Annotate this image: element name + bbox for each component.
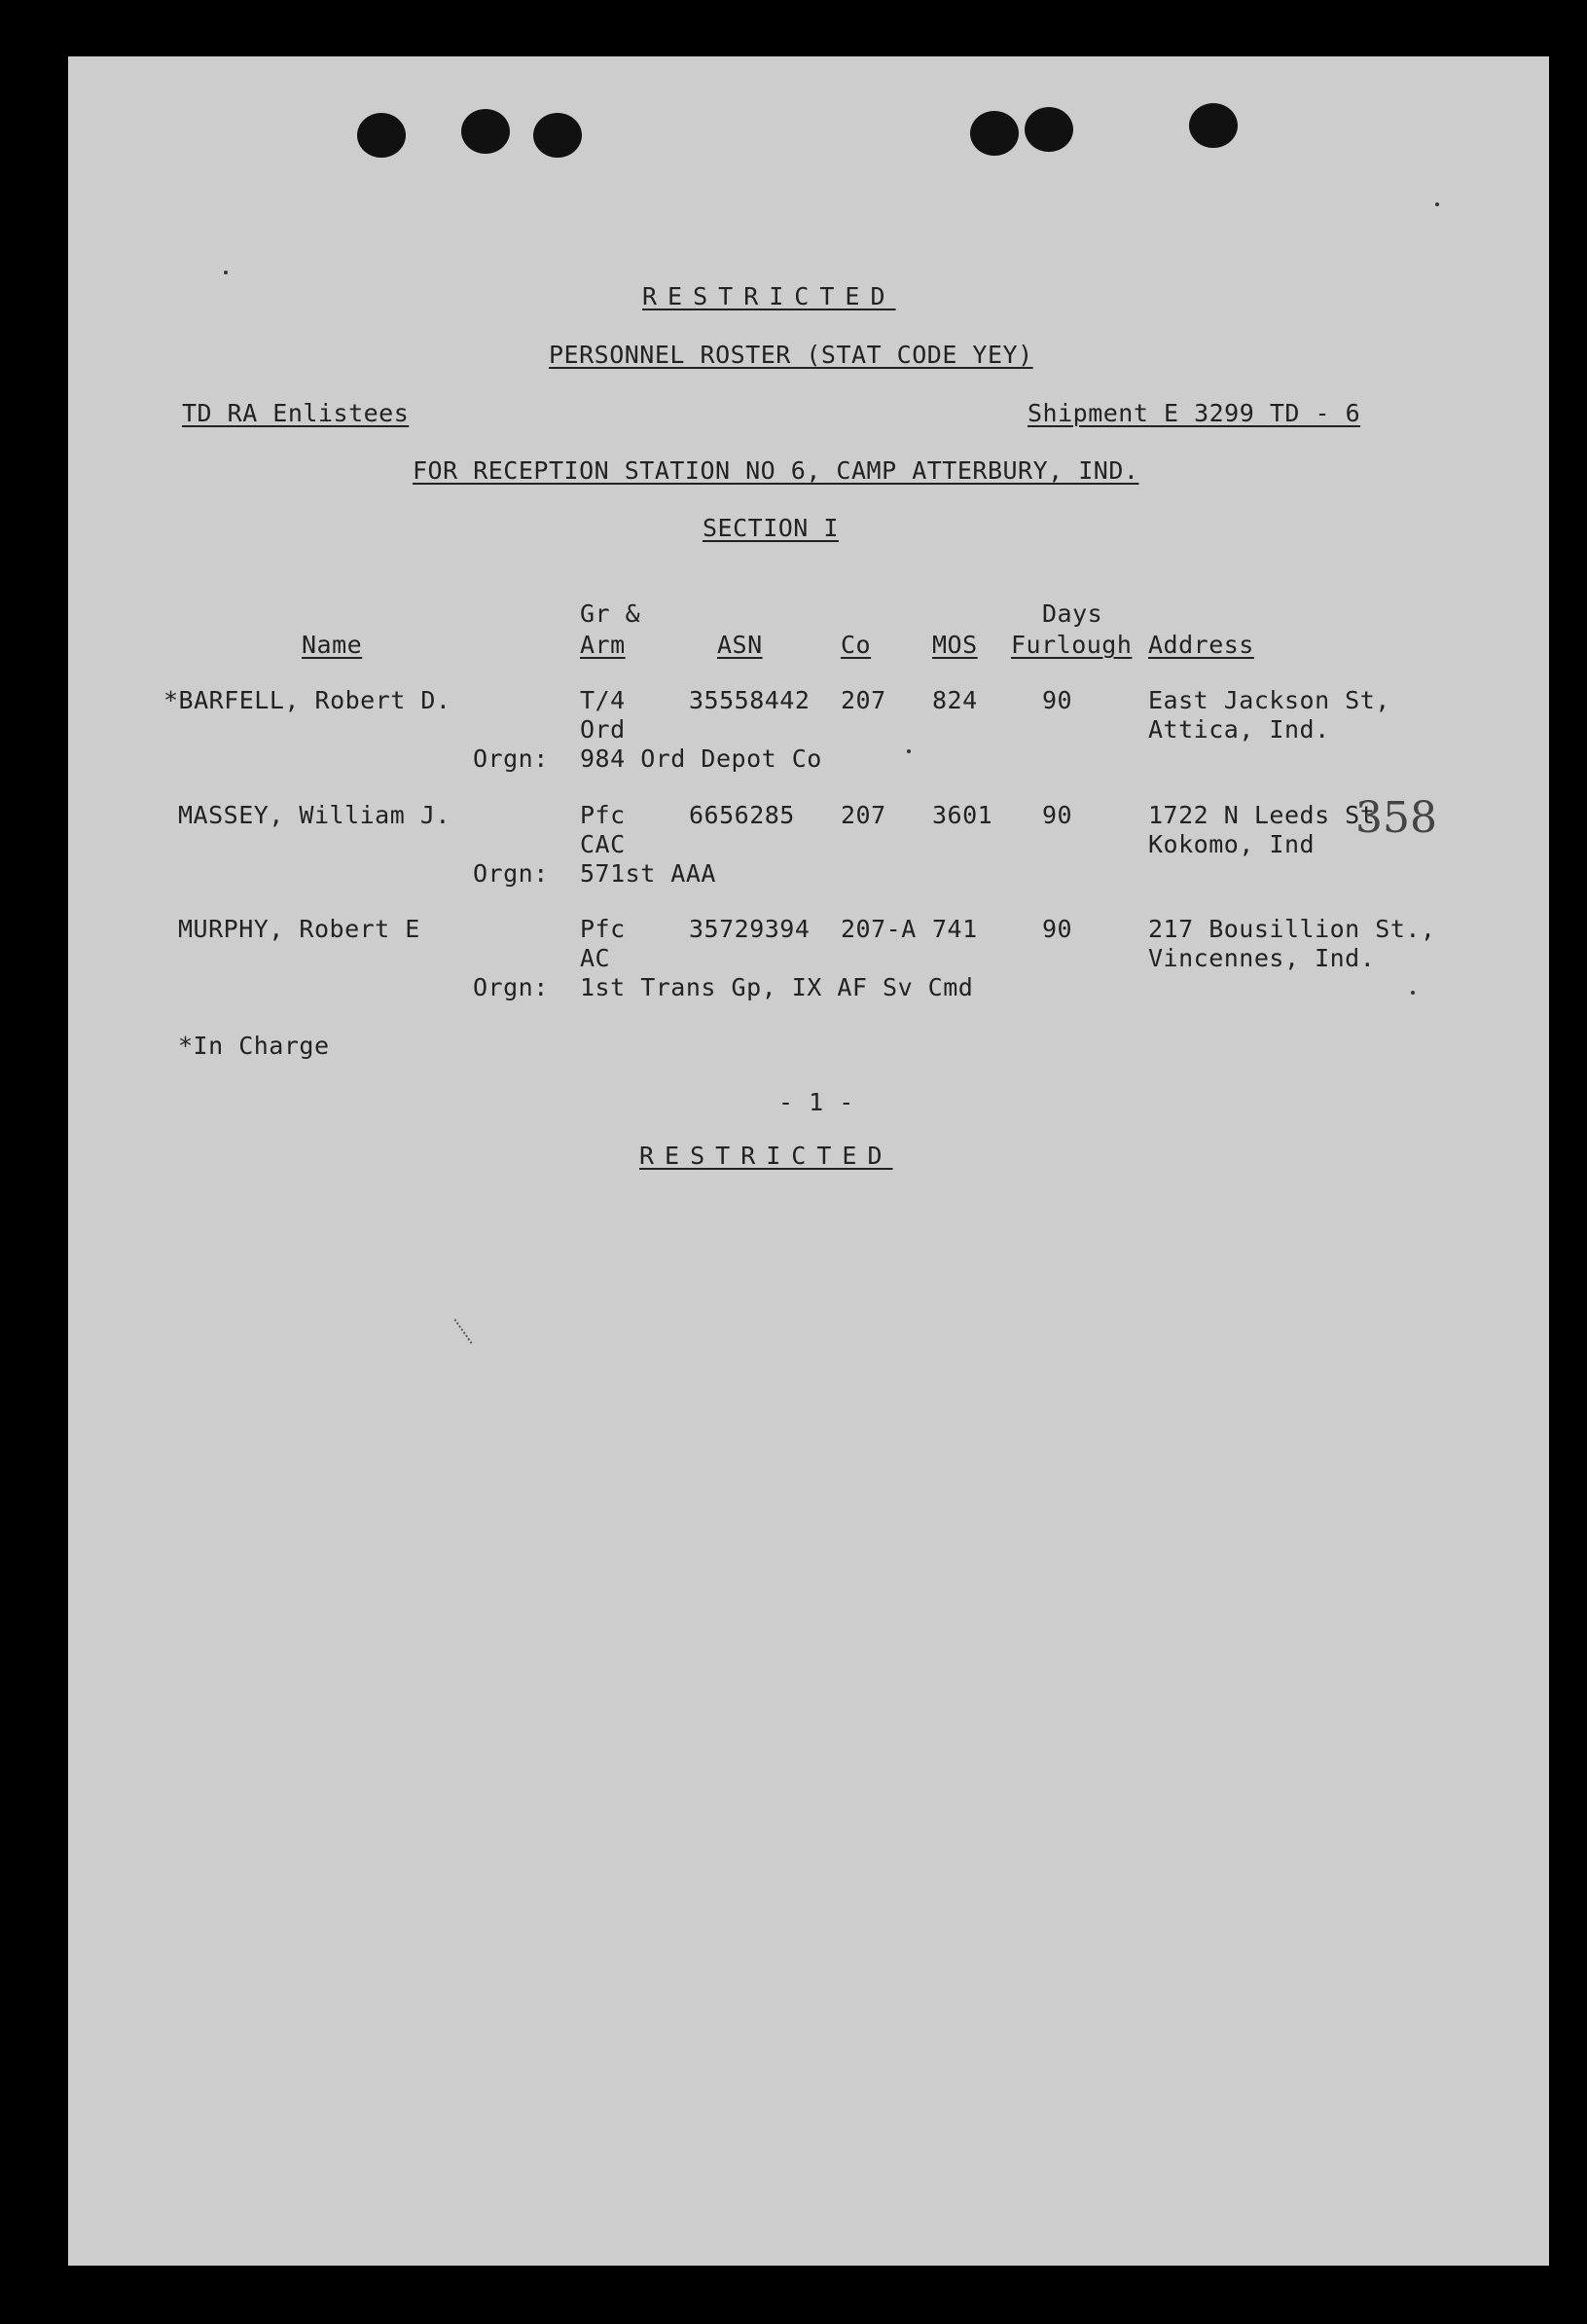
stamped-number: 358 <box>1355 793 1437 843</box>
row-arm: Ord <box>580 715 626 744</box>
row-address-line1: 217 Bousillion St., <box>1148 915 1436 943</box>
row-name: MURPHY, Robert E <box>178 915 420 943</box>
scratch-mark <box>454 1319 473 1344</box>
shipment-number: Shipment E 3299 TD - 6 <box>1028 399 1361 427</box>
row-address-line1: East Jackson St, <box>1148 686 1390 714</box>
page-number: - 1 - <box>778 1088 854 1116</box>
row-grade: Pfc <box>580 915 626 943</box>
section-heading: SECTION I <box>703 514 839 542</box>
row-mos: 824 <box>932 686 978 714</box>
row-days: 90 <box>1042 686 1073 714</box>
enlistee-group: TD RA Enlistees <box>182 399 410 427</box>
row-address-line1: 1722 N Leeds St <box>1148 801 1376 829</box>
row-orgn: 1st Trans Gp, IX AF Sv Cmd <box>580 973 974 1001</box>
col-header-gr: Gr & <box>580 599 641 628</box>
row-orgn: 984 Ord Depot Co <box>580 744 822 773</box>
row-asn: 6656285 <box>689 801 795 829</box>
orgn-label: Orgn: <box>473 744 549 773</box>
roster-title: PERSONNEL ROSTER (STAT CODE YEY) <box>549 341 1033 369</box>
row-name: *BARFELL, Robert D. <box>163 686 451 714</box>
paper-speck <box>907 749 911 753</box>
punch-hole <box>970 111 1019 156</box>
row-co: 207 <box>841 801 886 829</box>
col-header-co: Co <box>841 631 872 659</box>
punch-hole <box>357 113 406 158</box>
classification-top: RESTRICTED <box>642 282 896 310</box>
row-days: 90 <box>1042 801 1073 829</box>
col-header-arm: Arm <box>580 631 626 659</box>
row-address-line2: Kokomo, Ind <box>1148 830 1316 858</box>
punch-hole <box>1025 107 1073 152</box>
col-header-mos: MOS <box>932 631 978 659</box>
punch-hole <box>1189 103 1238 148</box>
punch-hole <box>461 109 510 154</box>
row-asn: 35729394 <box>689 915 811 943</box>
row-co: 207-A <box>841 915 917 943</box>
row-arm: CAC <box>580 830 626 858</box>
row-co: 207 <box>841 686 886 714</box>
col-header-name: Name <box>302 631 363 659</box>
row-grade: T/4 <box>580 686 626 714</box>
paper-speck <box>224 271 228 274</box>
row-arm: AC <box>580 944 611 972</box>
classification-bottom: RESTRICTED <box>639 1142 893 1170</box>
paper-speck <box>1411 991 1415 995</box>
row-asn: 35558442 <box>689 686 811 714</box>
orgn-label: Orgn: <box>473 973 549 1001</box>
col-header-asn: ASN <box>717 631 763 659</box>
col-header-address: Address <box>1148 631 1254 659</box>
paper-speck <box>1435 202 1439 206</box>
destination: FOR RECEPTION STATION NO 6, CAMP ATTERBURY, IND. <box>413 456 1139 485</box>
row-grade: Pfc <box>580 801 626 829</box>
document-page <box>68 56 1549 2266</box>
row-mos: 3601 <box>932 801 993 829</box>
col-header-days: Days <box>1042 599 1103 628</box>
row-name: MASSEY, William J. <box>178 801 451 829</box>
row-address-line2: Attica, Ind. <box>1148 715 1330 744</box>
row-mos: 741 <box>932 915 978 943</box>
row-orgn: 571st AAA <box>580 859 716 888</box>
row-days: 90 <box>1042 915 1073 943</box>
footnote: *In Charge <box>178 1032 330 1060</box>
row-address-line2: Vincennes, Ind. <box>1148 944 1376 972</box>
punch-hole <box>533 113 582 158</box>
orgn-label: Orgn: <box>473 859 549 888</box>
col-header-furlough: Furlough <box>1011 631 1133 659</box>
